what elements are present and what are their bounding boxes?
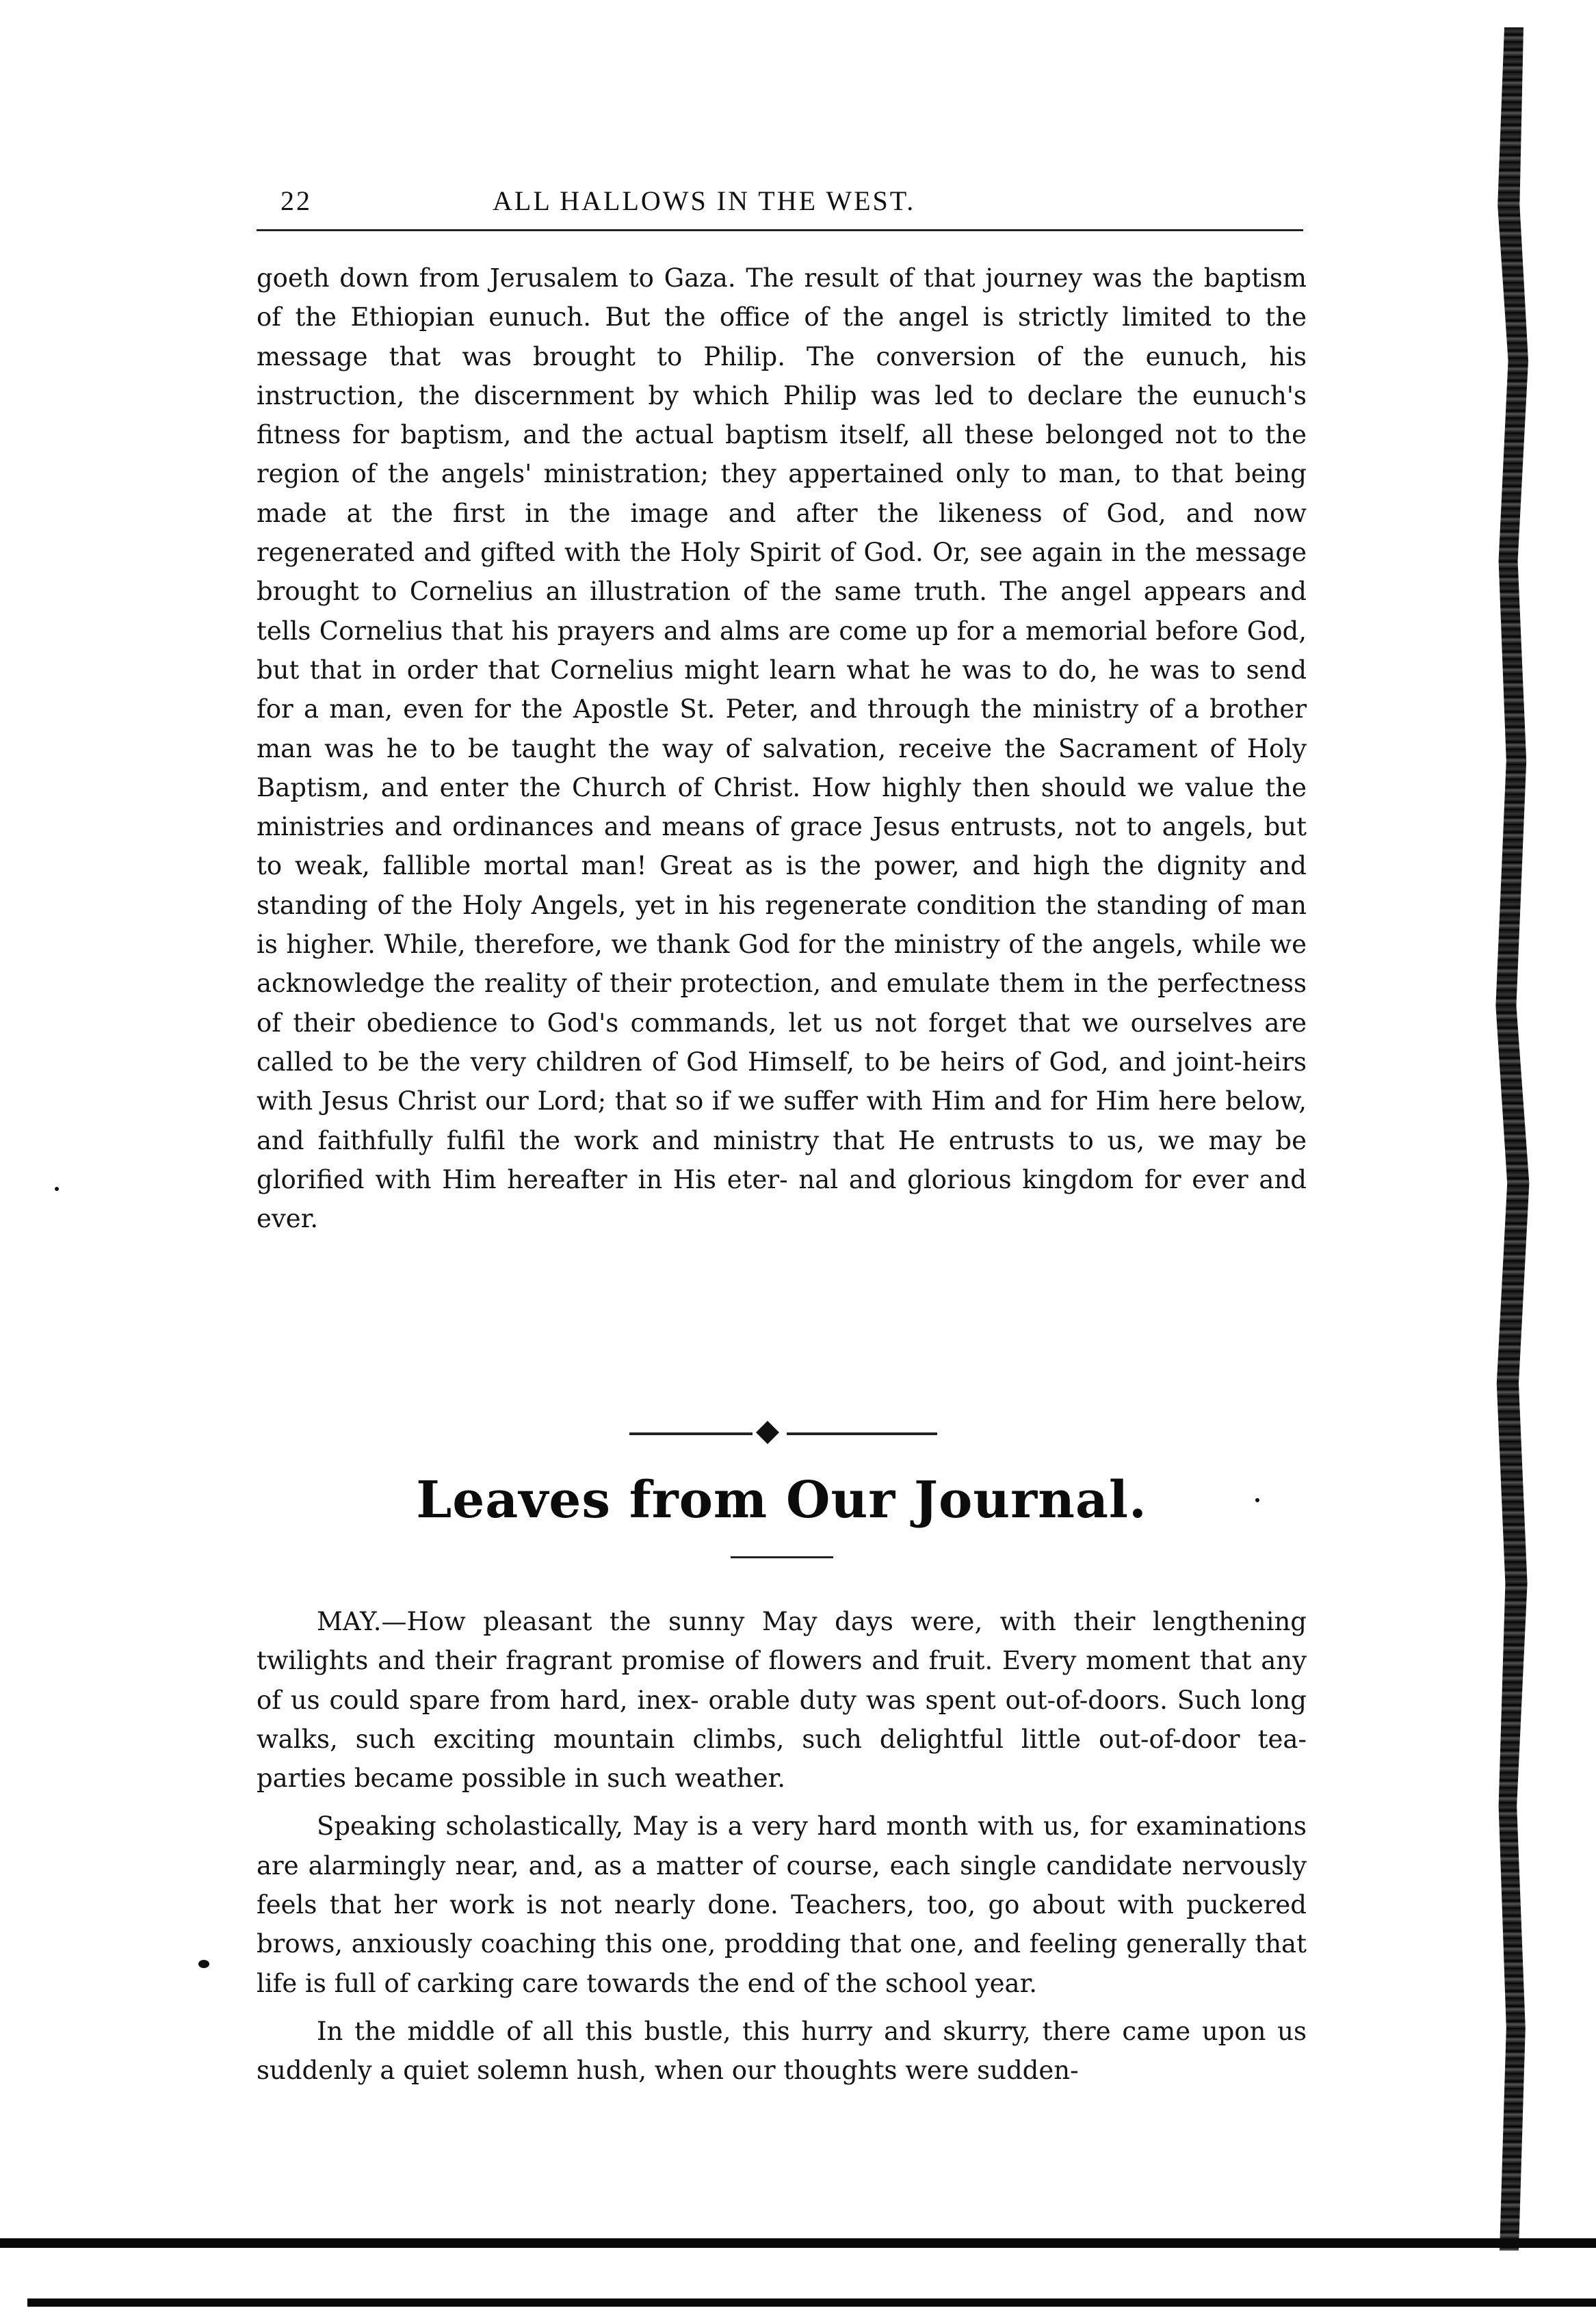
text-line: again in the message brought to Cornelius an illustration of the same <box>257 538 1307 607</box>
title-rule <box>731 1556 833 1558</box>
text-line: truth. The angel appears and tells Cornelius that his prayers and <box>257 577 1307 646</box>
journal-paragraph <box>257 1807 1307 2002</box>
text-line: nal and glorious kingdom for ever and ever. <box>257 1164 1307 1234</box>
text-line: that Cornelius might learn what he was to do, he was to send for <box>257 655 1307 724</box>
text-line: Teachers, too, go about with puckered brows, anxiously coaching this <box>257 1890 1307 1959</box>
section-divider-ornament <box>629 1423 937 1443</box>
journal-paragraph <box>257 2012 1307 2091</box>
text-line: How highly then should we value the ministries and ordinances and <box>257 772 1307 842</box>
text-line: the baptism of the Ethiopian eunuch. But the office of the angel is <box>257 263 1307 332</box>
text-line: one, prodding that one, and feeling generally that life is full of <box>257 1929 1307 1998</box>
text-line: single candidate nervously feels that her work is not nearly done. <box>257 1850 1307 1920</box>
text-line: angels' ministration; they appertained only to man, to that being <box>441 459 1307 489</box>
text-line: In the middle of all this bustle, this hurry and skurry, there came <box>317 2016 1202 2046</box>
page-number: 22 <box>280 185 312 216</box>
running-header <box>257 179 1303 227</box>
journal-paragraph <box>257 1602 1307 1798</box>
scan-speck <box>198 1960 209 1968</box>
text-line: mortal man! Great as is the power, and high the dignity and <box>483 851 1307 881</box>
text-line: fruit. Every moment that any of us could spare from hard, inex- <box>257 1646 1307 1715</box>
text-line: now regenerated and gifted with the Holy Spirit of God. Or, see <box>257 498 1307 568</box>
scan-speck <box>55 1187 59 1191</box>
divider-line-right <box>787 1432 937 1435</box>
text-line: a man, even for the Apostle St. Peter, and through the ministry of <box>303 694 1184 724</box>
article-continuation <box>257 259 1307 1238</box>
text-line: strictly limited to the message that was brought to Philip. The <box>257 302 1307 371</box>
divider-line-left <box>629 1432 753 1435</box>
scan-bottom-bar <box>27 2298 1596 2307</box>
text-line: protection, and emulate them in the perfectness of their obedience <box>257 969 1307 1038</box>
journal-body <box>257 1602 1307 2091</box>
text-line: standing of the Holy Angels, yet in his regenerate condition the <box>257 890 1097 920</box>
text-line: the Sacrament of Holy Baptism, and enter the Church of Christ. <box>257 733 1307 802</box>
text-line: entrusts to us, we may be glorified with Him hereafter in His eter- <box>257 1125 1307 1194</box>
text-line: actual baptism itself, all these belonged not to the region of the <box>257 420 1307 489</box>
text-line: with Jesus Christ our Lord; that so if we suffer with Him and for <box>257 1086 1096 1116</box>
running-title: ALL HALLOWS IN THE WEST. <box>493 185 916 216</box>
scan-bottom-bar <box>0 2238 1596 2248</box>
text-line: Philip was led to declare the eunuch's fitness for baptism, and the <box>257 380 1307 450</box>
text-line: Speaking scholastically, May is a very hard month with us, for <box>317 1811 1136 1842</box>
text-line: possible in such weather. <box>461 1764 785 1794</box>
text-line: MAY.—How pleasant the sunny May days were, with their <box>317 1607 1153 1636</box>
text-line: ministry of the angels, while we acknowledge the reality of their <box>257 930 1307 999</box>
text-line: to God's commands, let us not forget that we ourselves are called to be <box>257 1008 1307 1077</box>
diamond-ornament-icon <box>756 1421 779 1444</box>
text-line: mountain climbs, such delightful little out-of-door tea-parties became <box>257 1724 1307 1794</box>
section-title: Leaves from Our Journal. <box>416 1471 1147 1530</box>
text-line: Him here below, and faithfully fulfil the work and ministry that He <box>257 1086 1307 1155</box>
text-line: goeth down from Jerusalem to Gaza. The result of that journey was <box>257 263 1153 293</box>
scan-speck <box>1255 1498 1259 1502</box>
text-line: orable duty was spent out-of-doors. Such long walks, such exciting <box>257 1685 1307 1754</box>
text-line: alms are come up for a memorial before God, but that in order <box>257 616 1307 685</box>
header-rule <box>257 229 1303 231</box>
text-line: lengthening twilights and their fragrant promise of flowers and <box>257 1607 1307 1676</box>
text-line: a brother man was he to be taught the way of salvation, receive <box>257 694 1307 763</box>
text-line: the very children of God Himself, to be heirs of God, and joint-heirs <box>419 1047 1307 1077</box>
text-line: means of grace Jesus entrusts, not to angels, but to weak, fallible <box>257 812 1307 881</box>
text-line: examinations are alarmingly near, and, as a matter of course, each <box>257 1811 1307 1881</box>
text-line: conversion of the eunuch, his instruction, the discernment by which <box>257 341 1307 410</box>
text-line: made at the first in the image and after the likeness of God, and <box>257 498 1254 528</box>
text-line: upon us suddenly a quiet solemn hush, when our thoughts were sudden- <box>257 2016 1307 2086</box>
text-line: standing of man is higher. While, therefore, we thank God for the <box>257 890 1307 960</box>
scan-edge-shadow <box>1490 27 1538 2251</box>
article-paragraph <box>257 259 1307 1238</box>
text-line: carking care towards the end of the school year. <box>417 1968 1037 1998</box>
